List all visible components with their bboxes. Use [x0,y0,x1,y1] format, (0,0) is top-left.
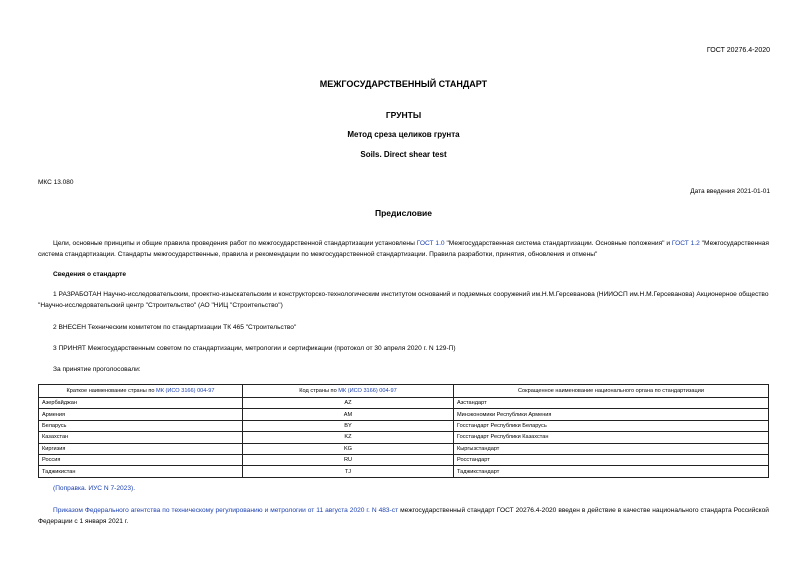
cell-standards-body: Кыргызстандарт [454,443,769,454]
cell-code: AZ [243,398,454,409]
cell-code: TJ [243,466,454,477]
introduction-date: Дата введения 2021-01-01 [690,188,770,195]
voted-label: За принятие проголосовали: [53,366,141,373]
table-row [39,420,769,431]
foreword-paragraph [38,238,769,260]
mks-code: МКС 13.080 [38,179,74,186]
mk-iso-link[interactable]: МК (ИСО 3166) 004-97 [156,388,215,394]
table-row [39,443,769,454]
cell-standards-body: Росстандарт [454,454,769,465]
order-link[interactable]: Приказом Федерального агентства по техническому регулированию и метрологии от 11 августа 2020 г. N 483-ст [53,507,399,514]
foreword-text-b: "Межгосударственная система стандартизации. Основные положения" и [444,240,672,247]
table-row [39,409,769,420]
header-country-code: Код страны по МК (ИСО 3166) 004-97 [243,385,454,398]
cell-country: Казахстан [39,432,243,443]
cell-standards-body: Азстандарт [454,398,769,409]
foreword-heading: Предисловие [374,208,433,218]
table-row [39,454,769,465]
table-header-row [39,385,769,398]
standard-english-title: Soils. Direct shear test [360,150,447,159]
standard-subject-heading: ГРУНТЫ [385,110,422,120]
order-paragraph [38,505,769,527]
cell-standards-body: Таджикстандарт [454,466,769,477]
document-code: ГОСТ 20276.4-2020 [706,47,770,54]
table-row [39,398,769,409]
cell-code: KG [243,443,454,454]
cell-country: Киргизия [39,443,243,454]
header-standards-body: Сокращенное наименование национального органа по стандартизации [454,385,769,398]
table-row [39,432,769,443]
cell-standards-body: Минэкономики Республики Армения [454,409,769,420]
info-item-developed: 1 РАЗРАБОТАН Научно-исследовательским, проектно-изыскательским и конструкторско-технологическим институтом оснований и подземных сооружений им.Н.М.Герсеванова (НИИОСП им.Н.М.Герсеванова) Акционерное общество "Научно-исследовательский центр "Строительство" (АО "НИЦ "Строительство") [38,291,769,309]
voting-states-table [38,384,769,478]
table-row [39,466,769,477]
cell-code: RU [243,454,454,465]
header-country-name: Краткое наименование страны по МК (ИСО 3166) 004-97 [39,385,243,398]
amendment-note [53,483,784,494]
cell-standards-body: Госстандарт Республики Беларусь [454,420,769,431]
foreword-text-a: Цели, основные принципы и общие правила проведения работ по межгосударственной стандартизации установлены [53,240,417,247]
cell-code: KZ [243,432,454,443]
cell-country: Армения [39,409,243,420]
order-text: межгосударственный стандарт ГОСТ 20276.4-2020 введен в действие в качестве национального стандарта Российской Федерации с 1 января 2021 г. [38,507,769,525]
gost-1-0-link[interactable]: ГОСТ 1.0 [416,240,445,247]
cell-code: BY [243,420,454,431]
gost-1-2-link[interactable]: ГОСТ 1.2 [671,240,700,247]
amendment-link[interactable]: (Поправка. ИУС N 7-2023). [53,485,136,492]
info-item-submitted: 2 ВНЕСЕН Техническим комитетом по стандартизации ТК 465 "Строительство" [53,324,297,331]
cell-standards-body: Госстандарт Республики Казахстан [454,432,769,443]
standard-method-title: Метод среза целиков грунта [347,130,460,139]
mk-iso-link[interactable]: МК (ИСО 3166) 004-97 [338,388,397,394]
foreword-text-c: "Межгосударственная система стандартизации. Стандарты межгосударственные, правила и рекомендации по межгосударственной стандартизации. Правила разработки, принятия, обновления и отмены" [38,240,769,258]
standard-info-heading: Сведения о стандарте [53,271,127,278]
info-item-adopted: 3 ПРИНЯТ Межгосударственным советом по стандартизации, метрологии и сертификации (протокол от 30 апреля 2020 г. N 129-П) [53,345,456,352]
cell-country: Россия [39,454,243,465]
cell-code: AM [243,409,454,420]
cell-country: Таджикистан [39,466,243,477]
cell-country: Беларусь [39,420,243,431]
standard-type-heading: МЕЖГОСУДАРСТВЕННЫЙ СТАНДАРТ [319,79,488,89]
cell-country: Азербайджан [39,398,243,409]
